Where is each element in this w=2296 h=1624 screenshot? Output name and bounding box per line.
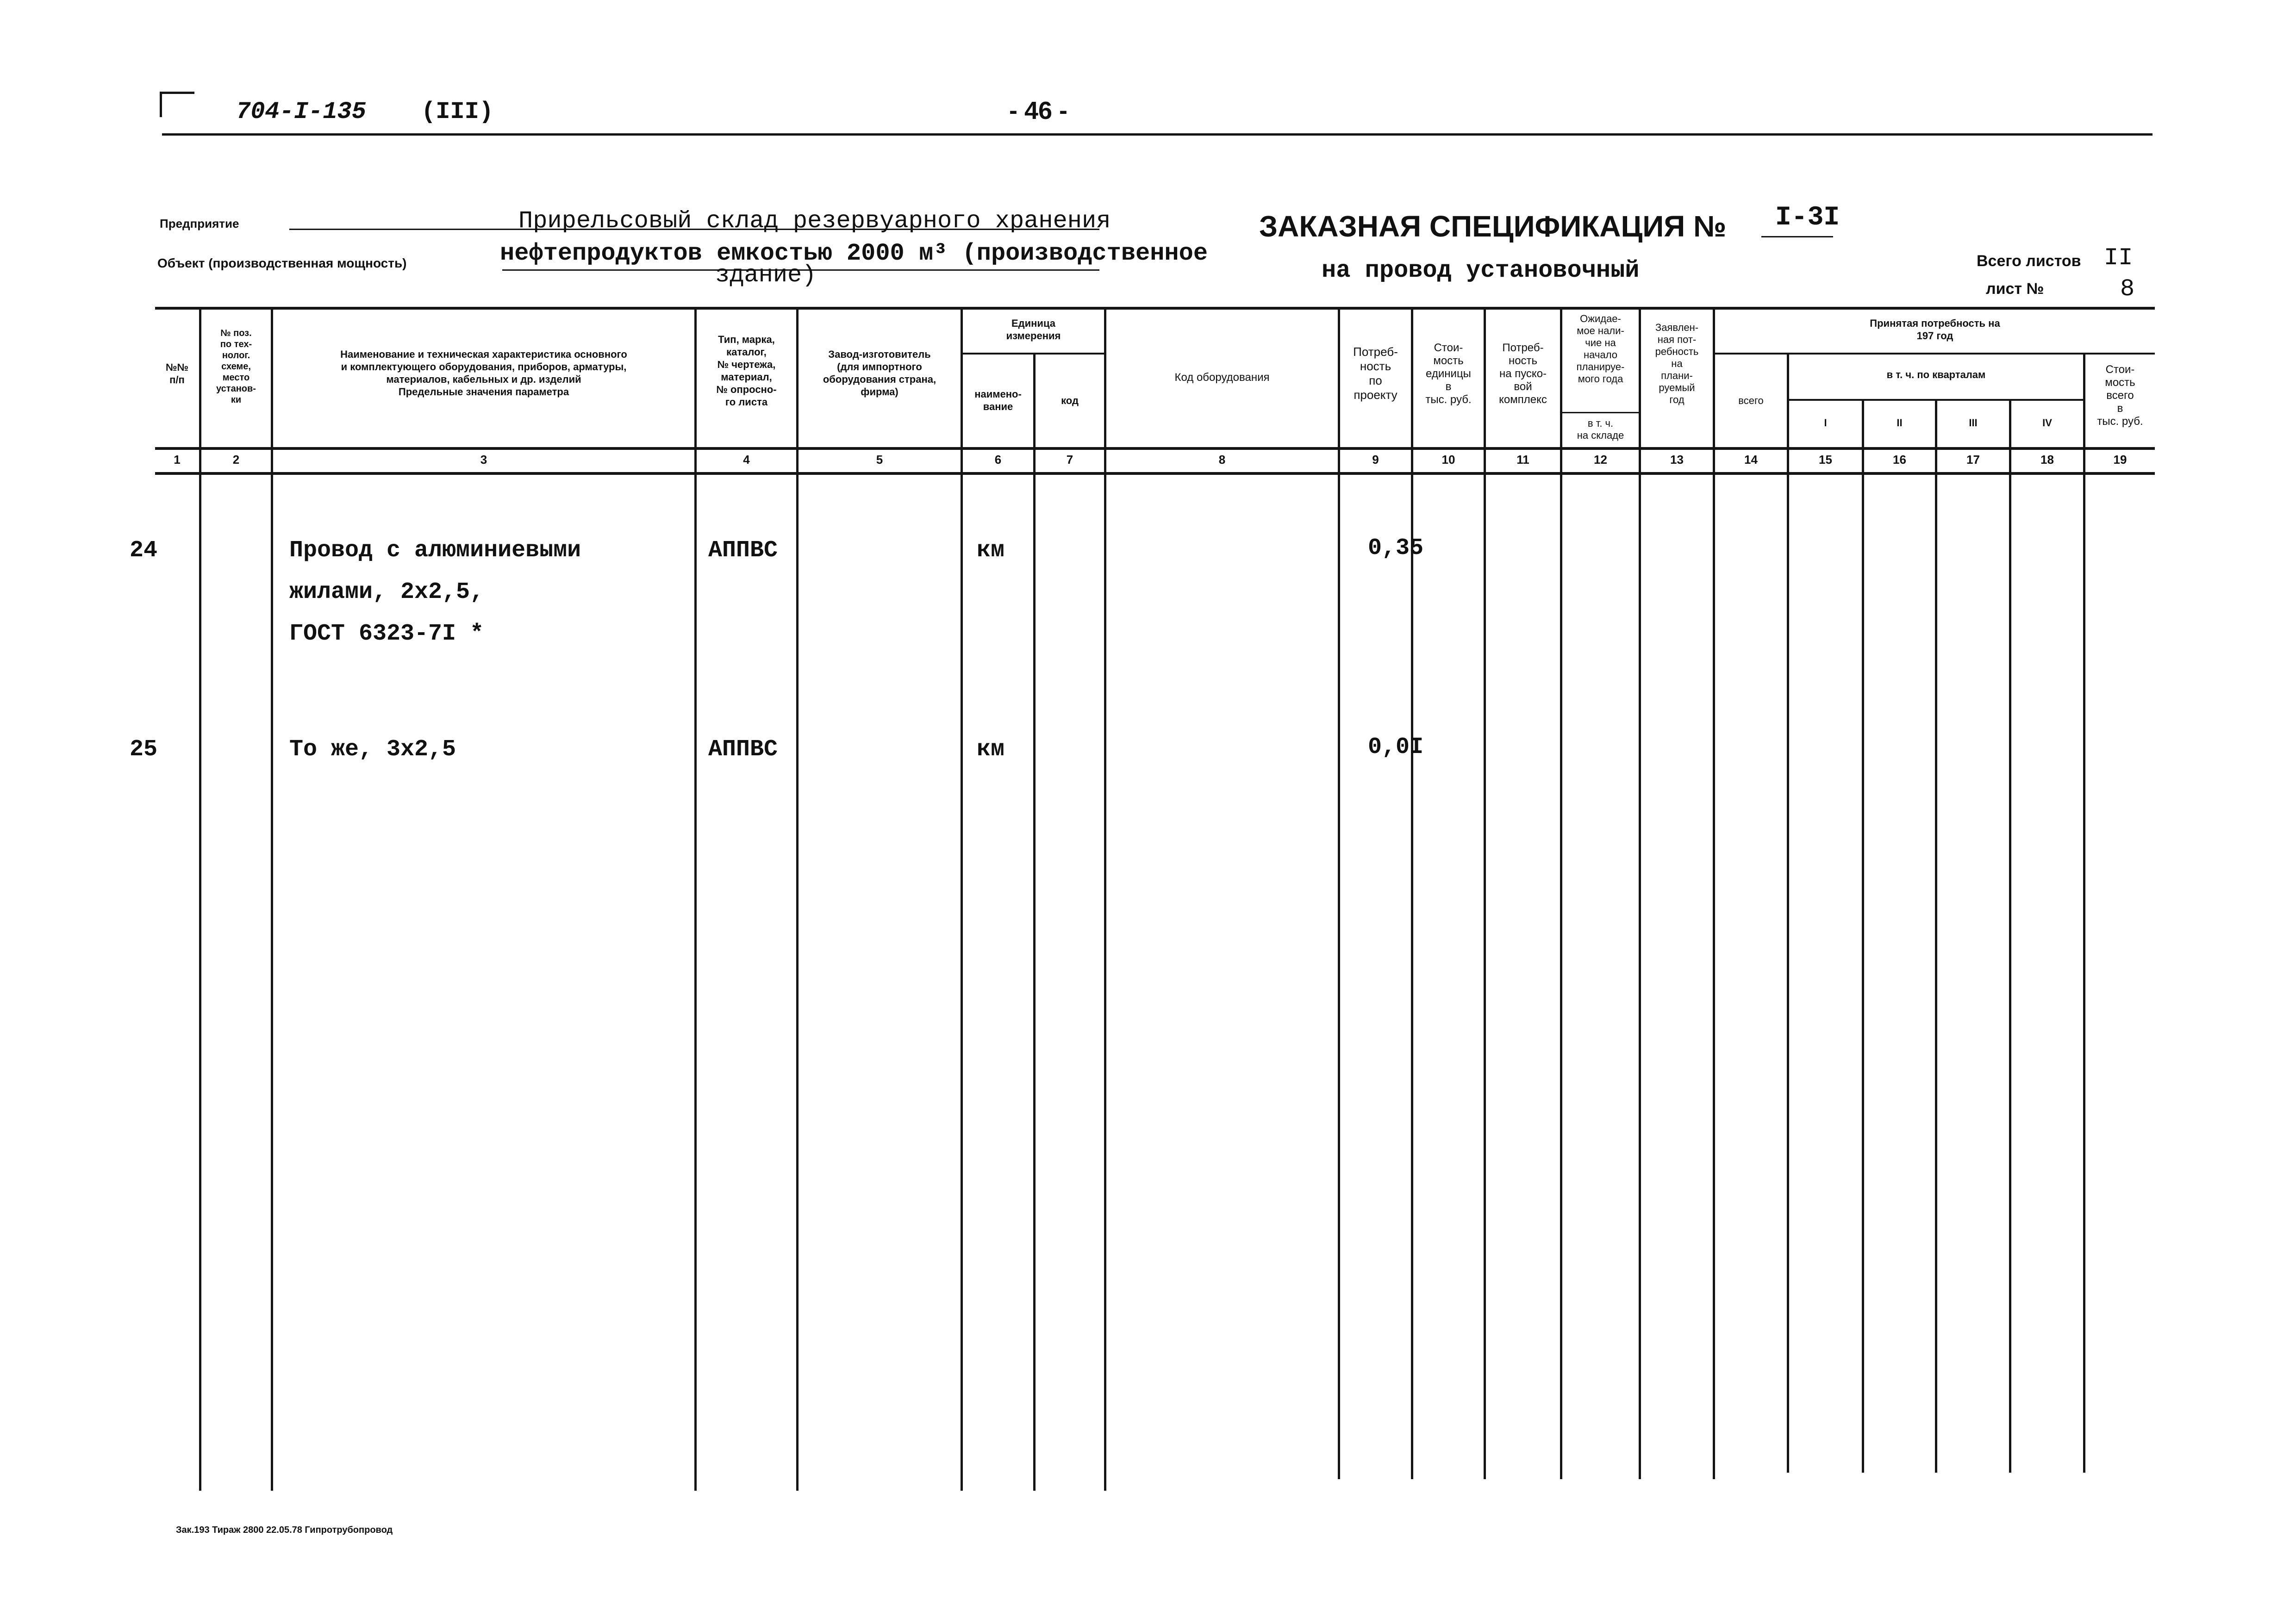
- header-position: № поз. по тех- нолог. схеме, место установ- ки: [216, 328, 256, 405]
- col-line: [1104, 308, 1106, 1491]
- header-quarter-1: I: [1824, 417, 1827, 429]
- col-line: [961, 308, 963, 1491]
- header-declared-demand: Заявлен- ная пот- ребность на плани- руемый год: [1655, 322, 1699, 405]
- header-rule: [162, 133, 2152, 136]
- volume-number: (III): [421, 98, 494, 125]
- header-quarter-3: III: [1969, 417, 1978, 429]
- col-line: [1033, 353, 1036, 1491]
- quarters-group-rule: [1789, 399, 2085, 401]
- column-number: 13: [1670, 453, 1684, 467]
- total-sheets-label: Всего листов: [1977, 252, 2081, 270]
- object-value-line1: нефтепродуктов емкостью 2000 м³ (производственное: [500, 240, 1208, 267]
- column-number: 11: [1516, 453, 1529, 467]
- stock-sub-rule: [1562, 412, 1641, 413]
- item-name-line: Провод с алюминиевыми: [289, 537, 581, 564]
- column-number: 3: [480, 453, 487, 467]
- header-bottom-rule: [155, 447, 2155, 450]
- header-unit-group: Единица измерения: [1006, 317, 1061, 342]
- item-name-line: жилами, 2х2,5,: [289, 579, 484, 605]
- header-unit-name: наимено- вание: [974, 388, 1022, 412]
- page-number: - 46 -: [1009, 97, 1068, 124]
- column-numbers-bottom-rule: [155, 472, 2155, 475]
- col-line: [1639, 308, 1641, 1479]
- column-number: 1: [174, 453, 181, 467]
- item-type: АППВС: [708, 537, 778, 564]
- sheet-value: 8: [2120, 275, 2135, 303]
- column-number: 16: [1893, 453, 1906, 467]
- header-quarter-2: II: [1897, 417, 1903, 429]
- item-quantity: 0,35: [1368, 535, 1424, 561]
- spec-title-number: I-3I: [1775, 203, 1840, 233]
- row-number: 24: [130, 537, 158, 564]
- header-unit-cost: Стои- мость единицы в тыс. руб.: [1425, 342, 1472, 406]
- item-unit: км: [977, 736, 1005, 763]
- col-line: [1411, 308, 1413, 1479]
- table-top-rule: [155, 307, 2155, 310]
- col-line: [2083, 353, 2085, 1473]
- column-number: 10: [1441, 453, 1455, 467]
- total-sheets-value: II: [2104, 244, 2133, 272]
- header-demand-startup: Потреб- ность на пуско- вой комплекс: [1499, 342, 1547, 406]
- col-line: [1787, 353, 1789, 1473]
- item-type: АППВС: [708, 736, 778, 763]
- item-name-line: То же, 3х2,5: [289, 736, 456, 763]
- col-line: [1935, 399, 1937, 1473]
- column-number: 14: [1744, 453, 1758, 467]
- spec-subtitle: на провод установочный: [1322, 257, 1640, 284]
- enterprise-label: Предприятие: [160, 217, 239, 230]
- object-value-line2: здание): [715, 261, 817, 289]
- print-footer-note: Зак.193 Тираж 2800 22.05.78 Гипротрубопровод: [176, 1525, 393, 1535]
- object-label: Объект (производственная мощность): [157, 256, 407, 270]
- header-type: Тип, марка, каталог, № чертежа, материал, № опросно- го листа: [716, 334, 777, 408]
- column-number: 5: [876, 453, 883, 467]
- column-number: 12: [1594, 453, 1607, 467]
- column-number: 6: [994, 453, 1002, 467]
- column-number: 8: [1218, 453, 1226, 467]
- col-line: [1713, 308, 1715, 1479]
- column-number: 7: [1066, 453, 1073, 467]
- enterprise-value: Прирельсовый склад резервуарного хранения: [518, 207, 1111, 235]
- col-line: [796, 308, 799, 1491]
- header-unit-code: код: [1061, 395, 1079, 406]
- header-name: Наименование и техническая характеристика основного и комплектующего оборудования, приборов, арматуры, материалов, кабельных и др. изделий Предельные значения параметра: [340, 348, 627, 398]
- item-quantity: 0,0I: [1368, 734, 1424, 760]
- col-line: [199, 308, 201, 1491]
- header-quarters-group: в т. ч. по кварталам: [1886, 369, 1986, 380]
- column-number: 4: [743, 453, 750, 467]
- row-number: 25: [130, 736, 158, 763]
- column-number: 18: [2040, 453, 2054, 467]
- item-name-line: ГОСТ 6323-7I *: [289, 621, 484, 647]
- header-expected-stock: Ожидае- мое нали- чие на начало планируе- мого года: [1576, 313, 1625, 385]
- document-code: 704-I-135: [236, 98, 366, 125]
- col-line: [1560, 308, 1562, 1479]
- col-line: [1484, 308, 1486, 1479]
- sheet-label: лист №: [1986, 280, 2044, 298]
- header-manufacturer: Завод-изготовитель (для импортного оборудования страна, фирма): [823, 348, 936, 398]
- column-number: 2: [232, 453, 240, 467]
- accepted-group-rule: [1715, 353, 2155, 355]
- column-number: 19: [2113, 453, 2127, 467]
- col-line: [1338, 308, 1340, 1479]
- header-accepted-group: Принятая потребность на 197 год: [1870, 317, 2000, 342]
- header-item-no: №№ п/п: [165, 361, 189, 386]
- header-total: всего: [1738, 395, 1764, 406]
- column-number: 9: [1372, 453, 1379, 467]
- item-unit: км: [977, 537, 1005, 564]
- header-quarter-4: IV: [2042, 417, 2052, 429]
- header-demand-project: Потреб- ность по проекту: [1353, 345, 1398, 402]
- spec-title: ЗАКАЗНАЯ СПЕЦИФИКАЦИЯ №: [1259, 210, 1727, 243]
- corner-mark: [160, 92, 194, 117]
- spec-number-underline: [1761, 236, 1833, 237]
- col-line: [694, 308, 697, 1491]
- col-line: [1862, 399, 1864, 1473]
- col-line: [2009, 399, 2011, 1473]
- column-number: 17: [1966, 453, 1980, 467]
- column-number: 15: [1819, 453, 1832, 467]
- header-total-cost: Стои- мость всего в тыс. руб.: [2097, 363, 2143, 428]
- header-equipment-code: Код оборудования: [1174, 371, 1270, 384]
- header-in-stock: в т. ч. на складе: [1577, 417, 1624, 441]
- col-line: [271, 308, 273, 1491]
